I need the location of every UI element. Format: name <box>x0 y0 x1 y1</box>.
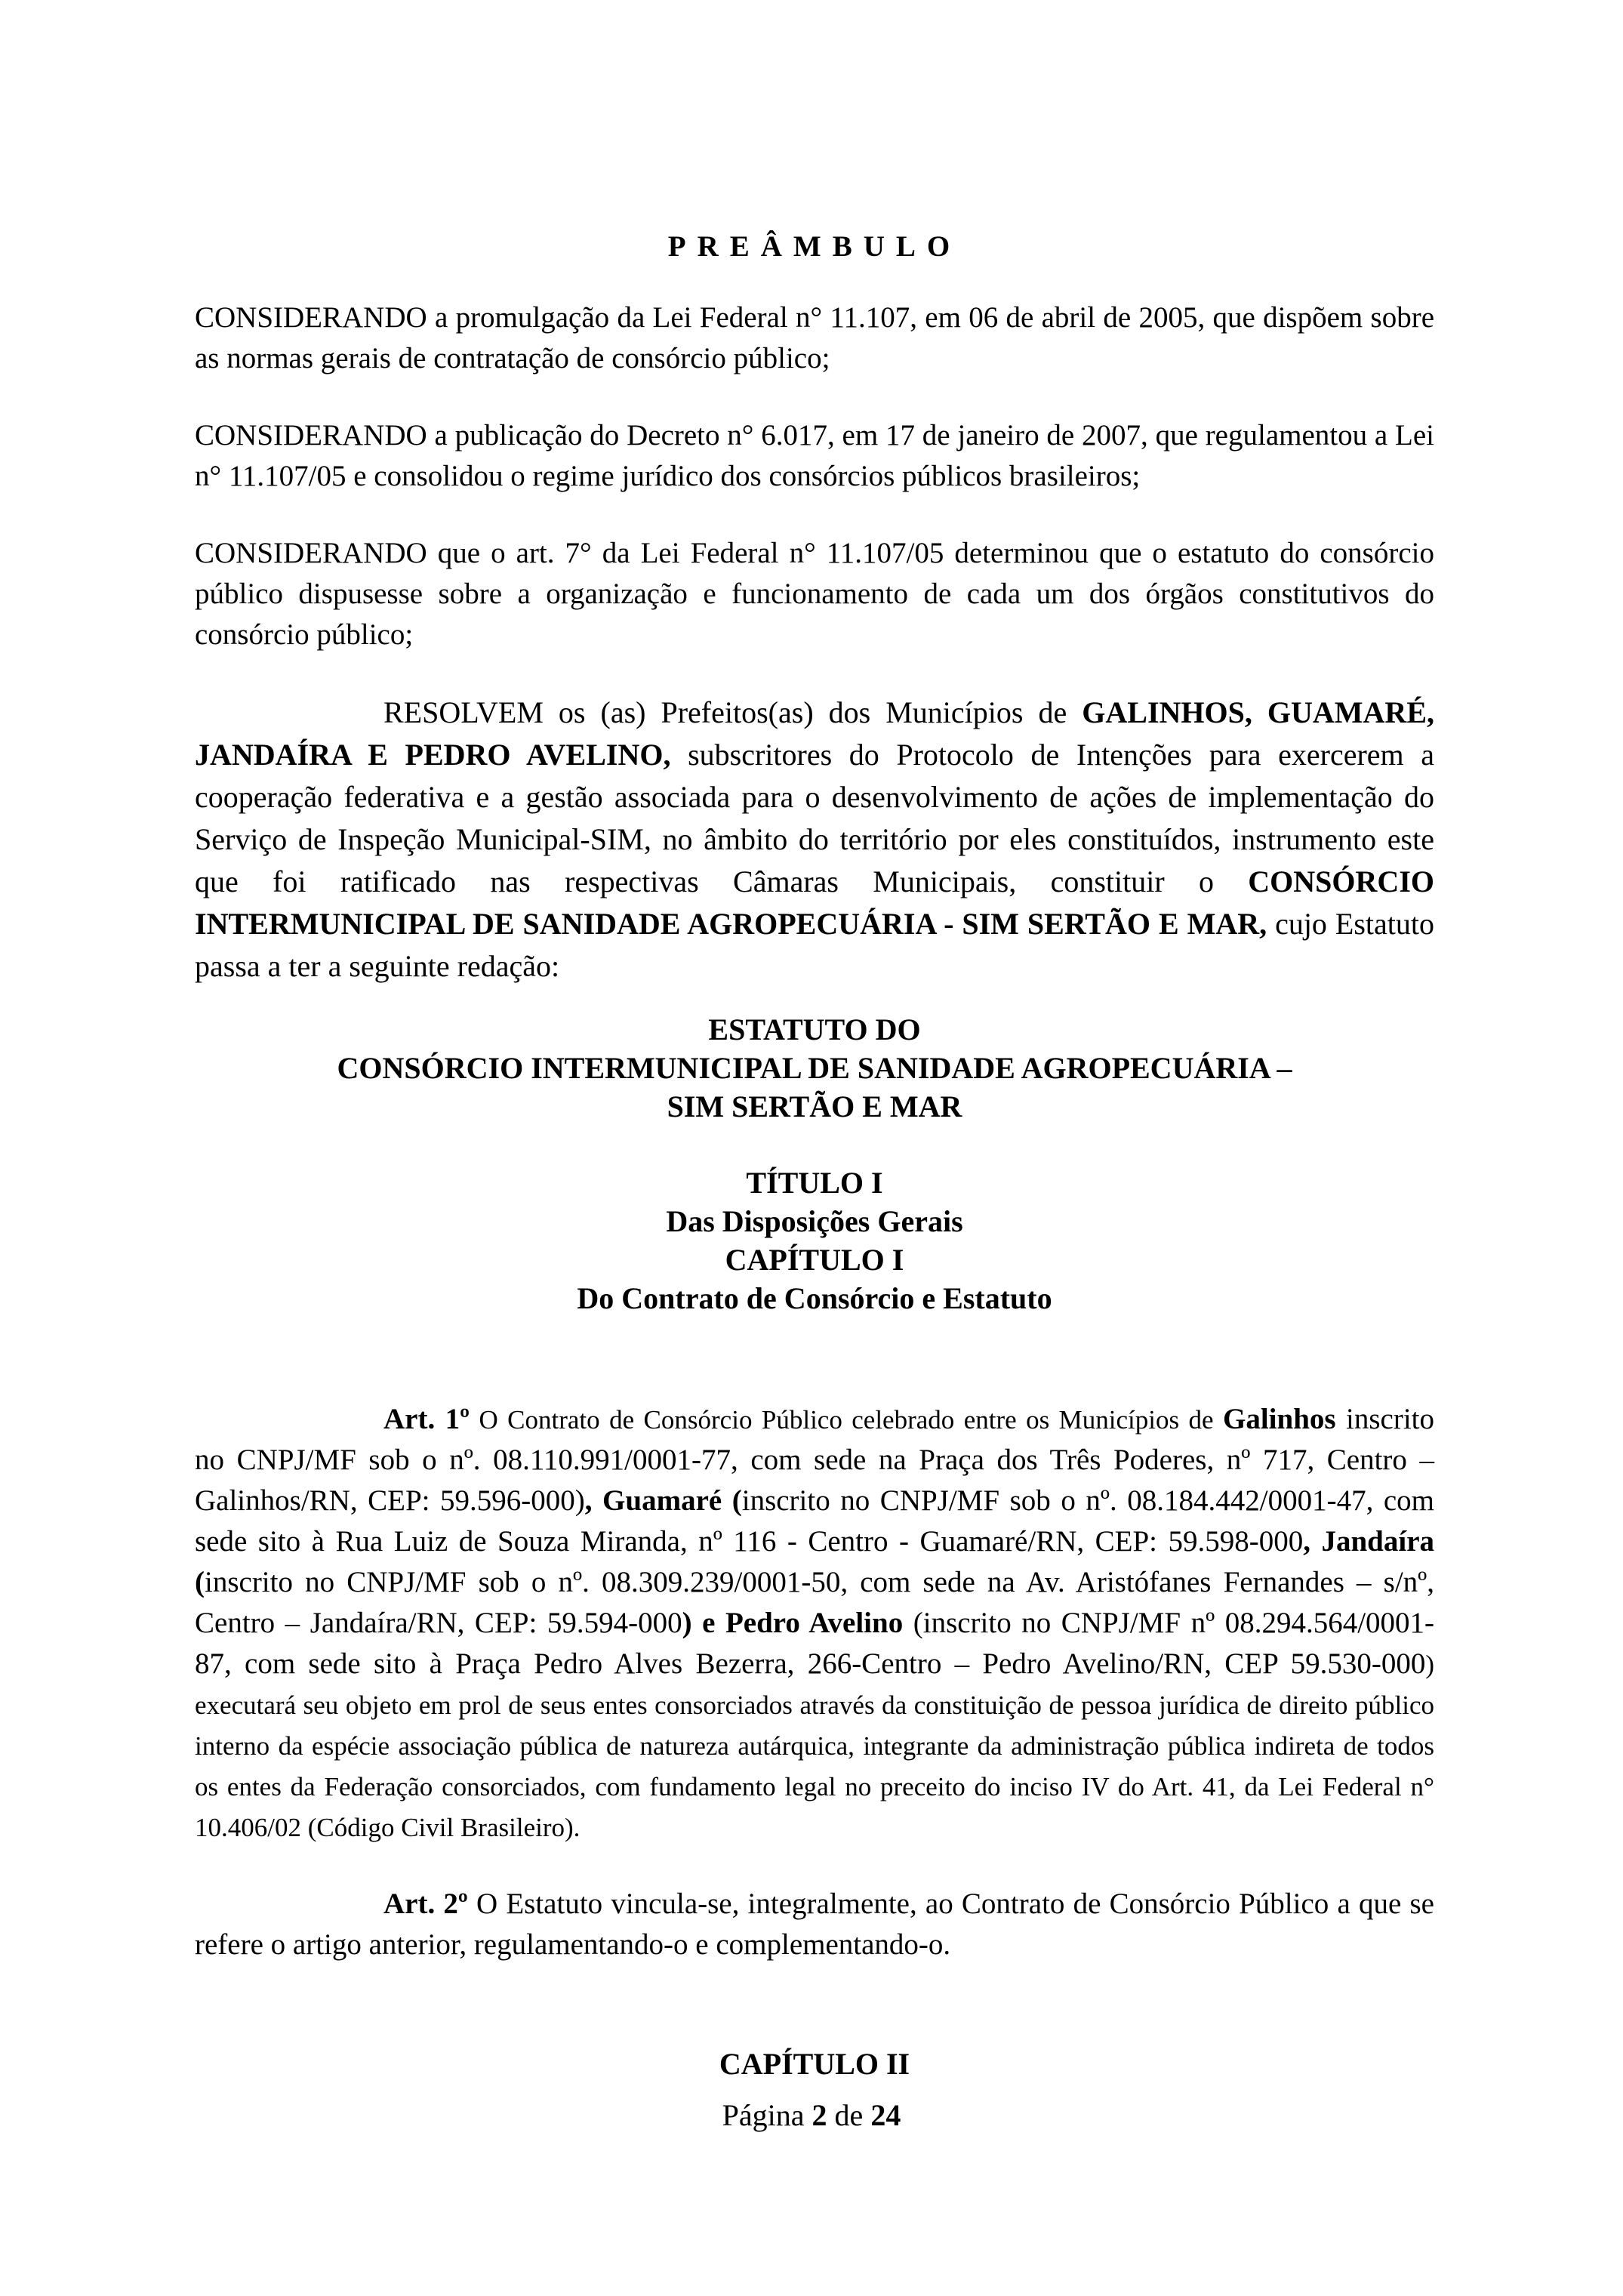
resolvem-text: RESOLVEM os (as) Prefeitos(as) dos Municípios de <box>383 695 1083 729</box>
article-text: O Estatuto vincula-se, integralmente, ao Contrato de Consórcio Público a que se refere o artigo anterior, regulamentando-o e complementando-o. <box>195 1888 1434 1961</box>
article-text: inscrito no CNPJ/MF sob o nº. 08.184.442/0001-47, com sede sito à Rua Luiz de Souza Miranda, nº 116 - Centro - Guamaré/RN, CEP: 59.598-000 <box>195 1484 1435 1558</box>
article-text: inscrito no CNPJ/MF sob o nº. 08.309.239/0001-50, com sede na Av. Aristófanes Fernandes – s/nº, Centro – Jandaíra/RN, CEP: 59.594-000 <box>195 1566 1434 1639</box>
capitulo-label: CAPÍTULO I <box>725 1243 904 1277</box>
resolvem-text: cujo Estatuto passa a ter a seguinte redação: <box>195 907 1434 983</box>
article-2 <box>195 1884 1434 1965</box>
preambulo-title: PREÂMBULO <box>667 230 962 263</box>
municipio-pedro-avelino: Pedro Avelino <box>715 1607 904 1639</box>
resolvem-paragraph <box>195 692 1434 988</box>
municipio-jandaira: , Jandaíra ( <box>195 1525 1435 1598</box>
municipios-names: GALINHOS, GUAMARÉ, JANDAÍRA E PEDRO AVELINO, <box>195 695 1435 772</box>
current-page-number: 2 <box>812 2098 827 2132</box>
estatuto-title-line: CONSÓRCIO INTERMUNICIPAL DE SANIDADE AGROPECUÁRIA – <box>337 1051 1292 1085</box>
article-1 <box>195 1399 1434 1848</box>
estatuto-title-line: ESTATUTO DO <box>708 1012 921 1046</box>
considerando-paragraph: CONSIDERANDO a promulgação da Lei Federal n° 11.107, em 06 de abril de 2005, que dispõem sobre as normas gerais de contratação de consórcio público; <box>195 301 1434 374</box>
estatuto-title <box>195 1010 1434 1126</box>
municipio-guamare: , Guamaré ( <box>584 1484 742 1517</box>
footer-text: de <box>827 2098 871 2132</box>
considerando-paragraph: CONSIDERANDO que o art. 7° da Lei Federal n° 11.107/05 determinou que o estatuto do consórcio público dispusesse sobre a organização e funcionamento de cada um dos órgãos constitutivos do consórcio público; <box>195 537 1434 651</box>
total-pages: 24 <box>870 2098 901 2132</box>
consorcio-name: CONSÓRCIO INTERMUNICIPAL DE SANIDADE AGROPECUÁRIA - SIM SERTÃO E MAR, <box>195 864 1434 941</box>
capitulo-2-heading: CAPÍTULO II <box>719 2047 910 2081</box>
article-text: ) executará seu objeto em prol de seus entes consorciados através da constituição de pessoa jurídica de direito público interno da espécie associação pública de natureza autárquica, integrante da administração pública indireta de todos os entes da Federação consorciados, com fundamento legal no preceito do inciso IV do Art. 41, da Lei Federal n° 10.406/02 (Código Civil Brasileiro). <box>195 1650 1434 1842</box>
capitulo-subtitle: Do Contrato de Consórcio e Estatuto <box>577 1281 1052 1315</box>
article-text: inscrito no CNPJ/MF sob o nº. 08.110.991/0001-77, com sede na Praça dos Três Poderes, nº 717, Centro – Galinhos/RN, CEP: 59.596-000) <box>195 1403 1434 1517</box>
page-content <box>195 227 1434 2085</box>
article-label: Art. 2º <box>383 1888 468 1920</box>
page-footer <box>0 2097 1623 2133</box>
considerando-paragraph: CONSIDERANDO a publicação do Decreto n° 6.017, em 17 de janeiro de 2007, que regulamentou a Lei n° 11.107/05 e consolidou o regime jurídico dos consórcios públicos brasileiros; <box>195 419 1434 492</box>
article-label: Art. 1º <box>383 1403 470 1435</box>
municipio-galinhos: Galinhos <box>1223 1403 1336 1435</box>
article-text: (inscrito no CNPJ/MF nº 08.294.564/0001-87, com sede sito à Praça Pedro Alves Bezerra, 266-Centro – Pedro Avelino/RN, CEP 59.530-000 <box>195 1607 1435 1680</box>
footer-text: Página <box>722 2098 812 2132</box>
titulo-label: TÍTULO I <box>746 1166 883 1200</box>
article-conjunction: ) e <box>682 1607 716 1639</box>
titulo-heading <box>195 1163 1434 1318</box>
estatuto-title-line: SIM SERTÃO E MAR <box>667 1089 962 1123</box>
resolvem-text: subscritores do Protocolo de Intenções para exercerem a cooperação federativa e a gestão associada para o desenvolvimento de ações de implementação do Serviço de Inspeção Municipal-SIM, no âmbito do território por eles constituídos, instrumento este que foi ratificado nas respectivas Câmaras Municipais, constituir o <box>195 738 1434 898</box>
article-text: O Contrato de Consórcio Público celebrado entre os Municípios de <box>470 1405 1223 1435</box>
titulo-subtitle: Das Disposições Gerais <box>666 1204 963 1238</box>
